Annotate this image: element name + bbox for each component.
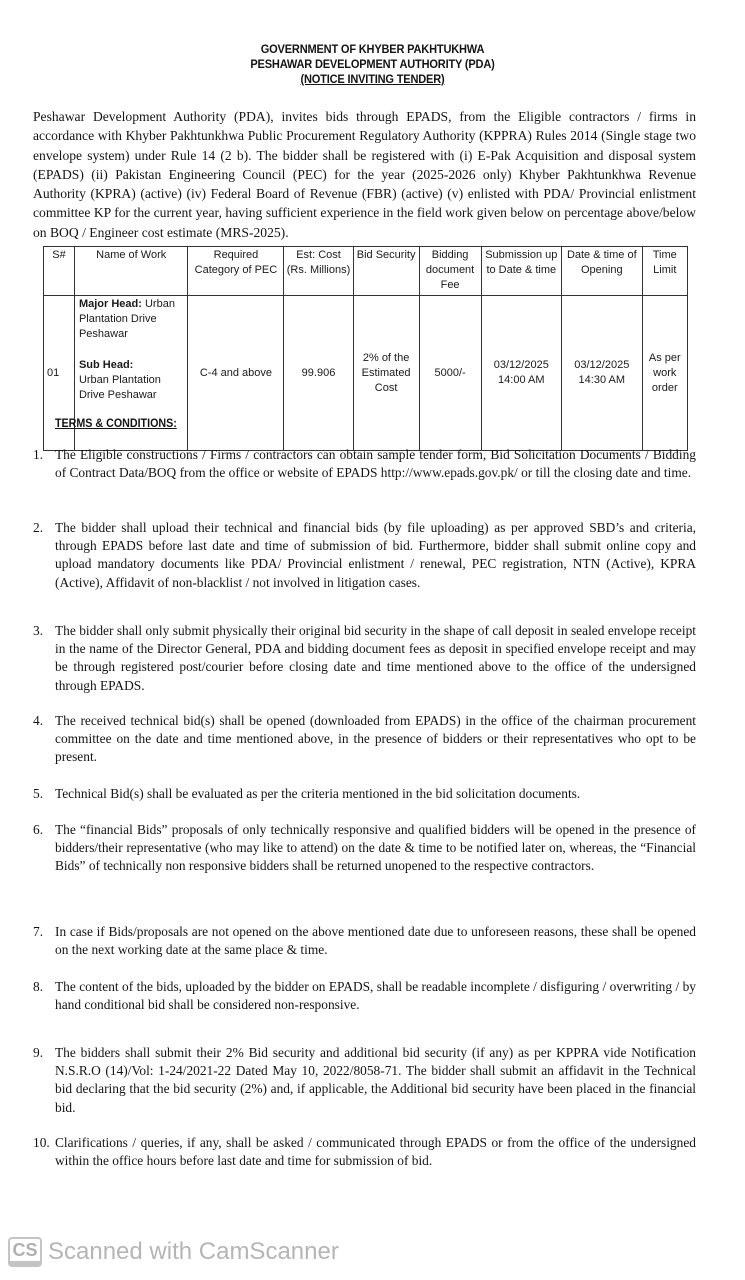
term-text: In case if Bids/proposals are not opened on the above mentioned date due to unforeseen reasons, these shall be opened on the next working date at the same place & time. bbox=[55, 924, 696, 958]
col-header-submission: Submission up to Date & time bbox=[481, 247, 562, 296]
term-number: 1. bbox=[33, 447, 44, 462]
header-authority: PESHAWAR DEVELOPMENT AUTHORITY (PDA) bbox=[250, 57, 495, 71]
cell-submission bbox=[481, 296, 562, 451]
col-header-sn: S# bbox=[44, 247, 75, 296]
cell-fee: 5000/- bbox=[419, 296, 481, 451]
term-item-2 bbox=[33, 519, 696, 592]
term-number: 8. bbox=[33, 979, 44, 994]
intro-paragraph: Peshawar Development Authority (PDA), invites bids through EPADS, from the Eligible contractors / firms in accordance with Khyber Pakhtunkhwa Public Procurement Regulatory Authority (KPPRA) Rules 2014 (Single stage two envelope system) under Rule 14 (2 b). The bidder shall be registered with (i) E-Pak Acquisition and disposal system (EPADS) (ii) Pakistan Engineering Council (PEC) for the year (2025-2026 only) Khyber Pakhtunkhwa Revenue Authority (KPRA) (active) (iv) Federal Board of Revenue (FBR) (active) (v) enlisted with PDA/ Provincial enlistment committee KP for the current year, having sufficient experience in the field work given below on percentage above/below on BOQ / Engineer cost estimate (MRS-2025). bbox=[33, 109, 696, 240]
term-item-6 bbox=[33, 821, 696, 876]
term-item-8 bbox=[33, 978, 696, 1014]
term-text: The “financial Bids” proposals of only technically responsive and qualified bidders will be opened in the presence of bidders/their representative (who may like to attend) on the date & time to be notified later on, whereas, the “Financial Bids” of technically non responsive bidders shall be returned unopened to the respective contractors. bbox=[55, 822, 696, 874]
cell-cost: 99.906 bbox=[284, 296, 353, 451]
sub-head-value: Urban Plantation Drive Peshawar bbox=[78, 374, 161, 401]
term-number: 4. bbox=[33, 713, 44, 728]
term-text: The received technical bid(s) shall be opened (downloaded from EPADS) in the office of the chairman procurement committee on the date and time mentioned above, in the presence of bidders or their representatives who opt to be present. bbox=[55, 713, 696, 765]
term-item-9 bbox=[33, 1044, 696, 1117]
term-number: 2. bbox=[33, 520, 44, 535]
term-text: Clarifications / queries, if any, shall be asked / communicated through EPADS or from the office of the undersigned within the office hours before last date and time for submission of bid. bbox=[55, 1135, 696, 1169]
term-number: 5. bbox=[33, 786, 44, 801]
document-header bbox=[30, 42, 715, 87]
term-text: Technical Bid(s) shall be evaluated as per the criteria mentioned in the bid solicitation documents. bbox=[55, 786, 581, 801]
opening-date: 03/12/2025 bbox=[574, 359, 630, 371]
col-header-limit: Time Limit bbox=[642, 247, 687, 296]
sub-head-label: Sub Head: bbox=[78, 359, 134, 371]
col-header-name: Name of Work bbox=[74, 247, 188, 296]
cell-sn: 01 bbox=[44, 296, 75, 451]
term-item-4 bbox=[33, 712, 696, 767]
term-text: The bidders shall submit their 2% Bid security and additional bid security (if any) as per KPPRA vide Notification N.S.R.O (14)/Vol: 1-24/2021-22 Dated May 10, 2022/8058-71. The bidder shall submit an affidavit in the Technical bid declaring that the bid security (2%) and, if applicable, the Additional bid security have been placed in the financial bid. bbox=[55, 1045, 696, 1115]
term-item-1 bbox=[33, 446, 696, 482]
cell-category: C-4 and above bbox=[188, 296, 284, 451]
header-government: GOVERNMENT OF KHYBER PAKHTUKHWA bbox=[260, 42, 485, 56]
opening-time: 14:30 AM bbox=[578, 374, 626, 386]
term-text: The content of the bids, uploaded by the bidder on EPADS, shall be readable incomplete / disfiguring / overwriting / by hand conditional bid shall be considered non-responsive. bbox=[55, 979, 696, 1013]
term-number: 9. bbox=[33, 1045, 44, 1060]
table-header-row bbox=[44, 247, 688, 296]
watermark-text: Scanned with CamScanner bbox=[48, 1238, 339, 1265]
submission-time: 14:00 AM bbox=[498, 374, 545, 386]
major-head-label: Major Head: bbox=[78, 298, 142, 310]
col-header-security: Bid Security bbox=[353, 247, 419, 296]
camscanner-logo-icon: CS bbox=[8, 1237, 42, 1267]
cell-time-limit: As per work order bbox=[642, 296, 687, 451]
col-header-fee: Bidding document Fee bbox=[419, 247, 481, 296]
col-header-cost: Est: Cost (Rs. Millions) bbox=[284, 247, 353, 296]
term-item-10 bbox=[33, 1134, 696, 1170]
header-notice-title: (NOTICE INVITING TENDER) bbox=[300, 72, 445, 86]
term-number: 3. bbox=[33, 623, 44, 638]
term-text: The bidder shall upload their technical and financial bids (by file uploading) as per approved SBD’s and criteria, through EPADS before last date and time of submission of bid. Furthermore, bidder shall submit online copy and upload mandatory documents like PDA/ Provincial enlistment / renewal, PEC registration, NTN (Active), KPRA (Active), Affidavit of non-blacklist / not involved in litigation cases. bbox=[55, 520, 696, 590]
term-number: 6. bbox=[33, 822, 44, 837]
term-text: The Eligible constructions / Firms / contractors can obtain sample tender form, Bid Solicitation Documents / Bidding of Contract Data/BOQ from the office or website of EPADS http://www.epads.gov.pk/ or till the closing date and time. bbox=[55, 447, 696, 481]
terms-heading: TERMS & CONDITIONS: bbox=[55, 418, 177, 430]
term-item-7 bbox=[33, 923, 696, 959]
major-head-value: Urban Plantation Drive Peshawar bbox=[78, 298, 175, 340]
term-item-3 bbox=[33, 622, 696, 695]
col-header-category: Required Category of PEC bbox=[188, 247, 284, 296]
col-header-opening: Date & time of Opening bbox=[562, 247, 643, 296]
term-item-5 bbox=[33, 785, 696, 803]
term-number: 7. bbox=[33, 924, 44, 939]
term-text: The bidder shall only submit physically their original bid security in the shape of call deposit in sealed envelope receipt in the name of the Director General, PDA and bidding document fees as deposit in specified envelope receipt and may be through registered post/courier before closing date and time mentioned above to the office of the undersigned through EPADS. bbox=[55, 623, 696, 693]
submission-date: 03/12/2025 bbox=[493, 359, 549, 371]
term-number: 10. bbox=[33, 1135, 50, 1150]
cell-security: 2% of the Estimated Cost bbox=[353, 296, 419, 451]
cell-opening bbox=[562, 296, 643, 451]
camscanner-watermark bbox=[8, 1237, 339, 1267]
